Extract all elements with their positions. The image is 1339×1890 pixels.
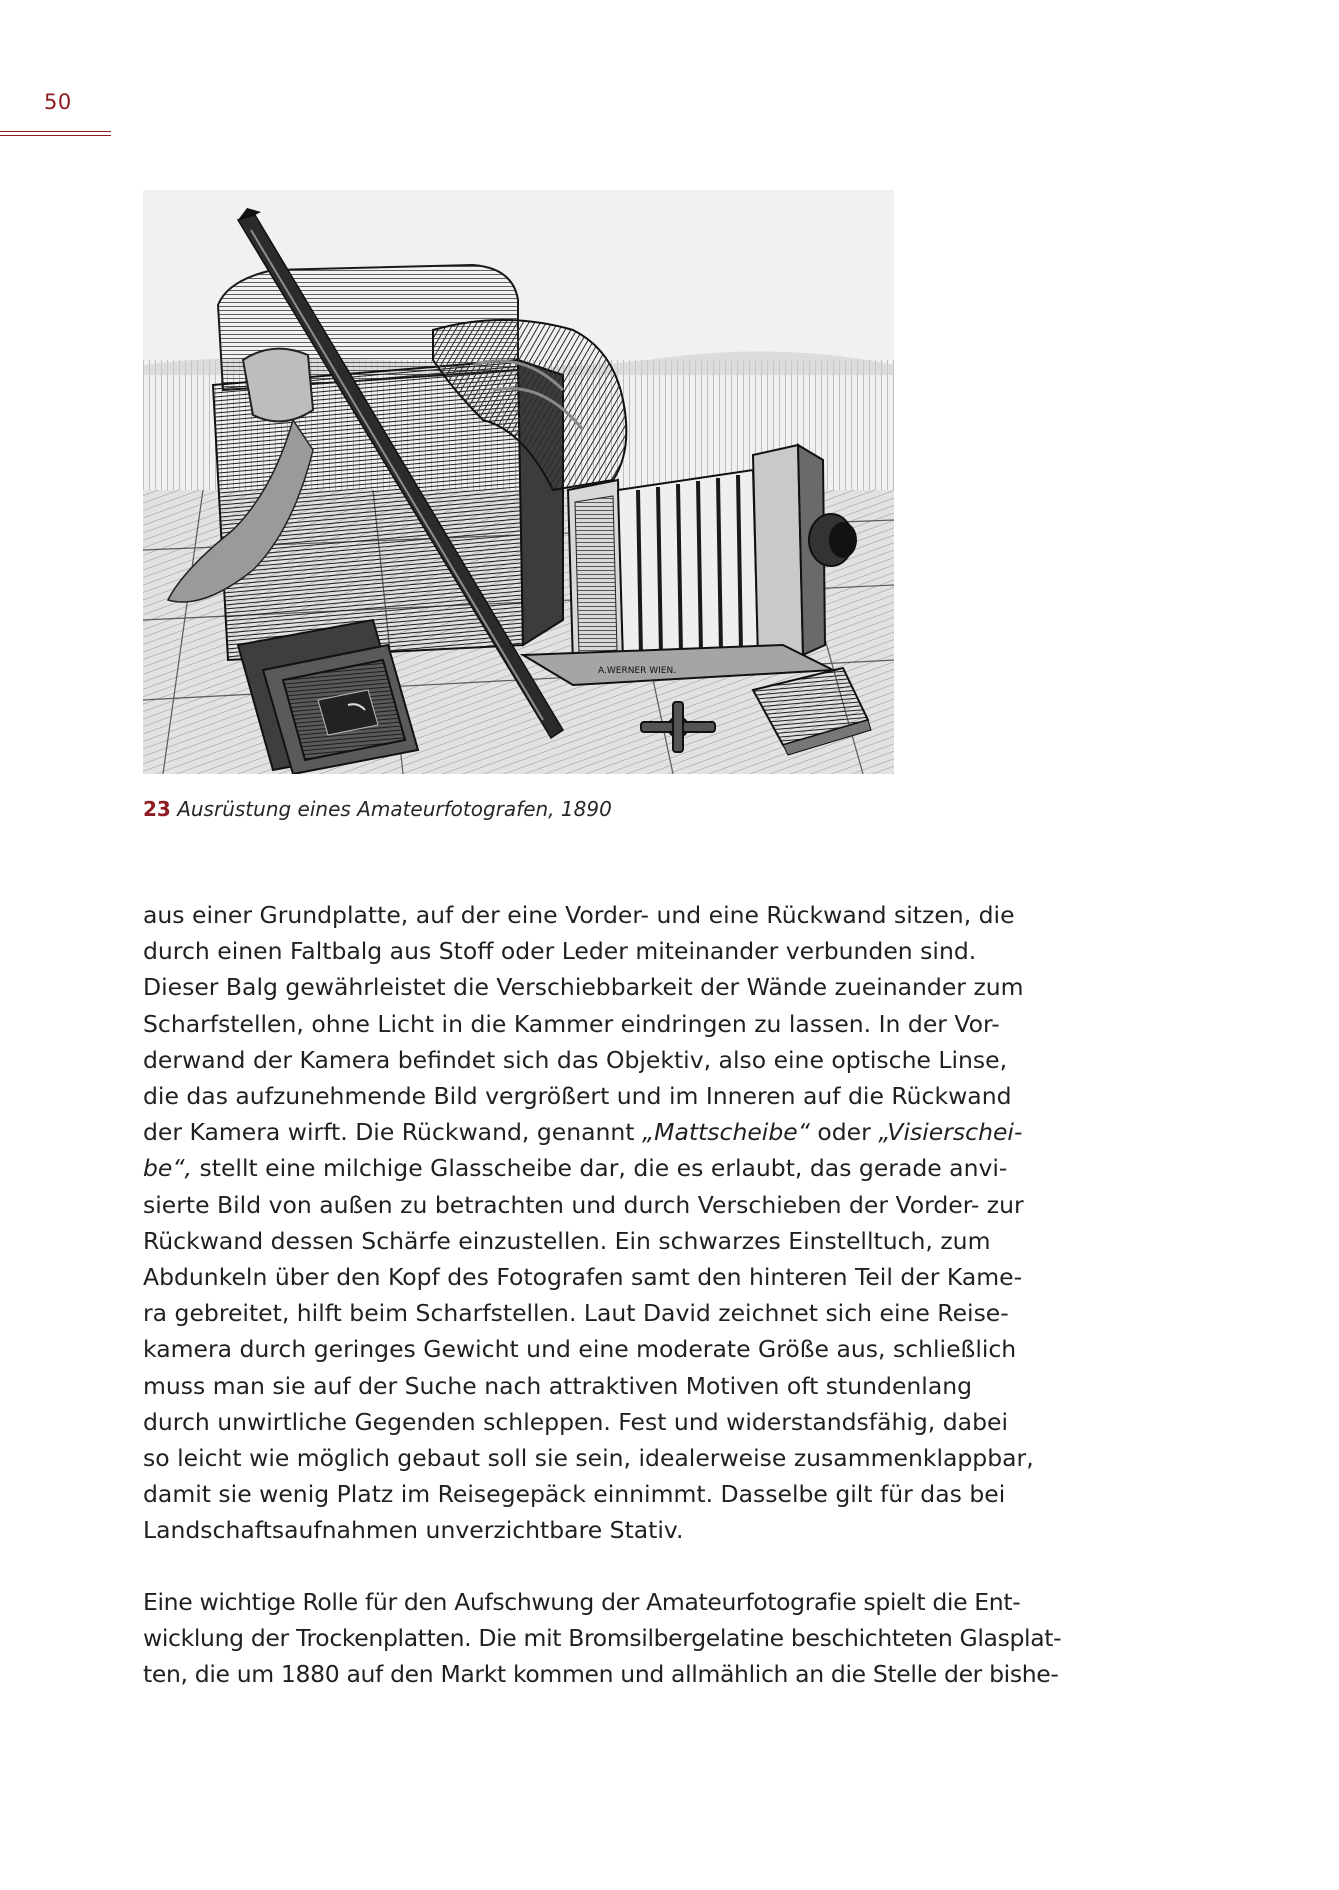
page-number-rule xyxy=(0,131,111,136)
term-visierscheibe: „Visierschei- xyxy=(878,1118,1023,1147)
text-line: Landschaftsaufnahmen unverzichtbare Stativ. xyxy=(143,1516,684,1545)
engraving-illustration xyxy=(143,190,894,774)
text-line: sierte Bild von außen zu betrachten und durch Verschieben der Vorder- zur xyxy=(143,1190,1024,1219)
text-line: Rückwand dessen Schärfe einzustellen. Ein schwarzes Einstelltuch, zum xyxy=(143,1226,991,1255)
text-line: aus einer Grundplatte, auf der eine Vorder- und eine Rückwand sitzen, die xyxy=(143,901,1015,929)
text-line: Abdunkeln über den Kopf des Fotografen samt den hinteren Teil der Kame- xyxy=(143,1263,1023,1292)
figure-number: 23 xyxy=(143,797,171,821)
figure-engraving xyxy=(143,190,894,774)
text-segment: stellt eine milchige Glasscheibe dar, die es erlaubt, das gerade anvi- xyxy=(199,1154,1008,1183)
text-line: derwand der Kamera befindet sich das Objektiv, also eine optische Linse, xyxy=(143,1045,1008,1074)
figure-caption-text: Ausrüstung eines Amateurfotografen, 1890 xyxy=(177,797,612,821)
text-line: wicklung der Trockenplatten. Die mit Bromsilbergelatine beschichteten Glasplat- xyxy=(143,1624,1062,1653)
text-line: ra gebreitet, hilft beim Scharfstellen. Laut David zeichnet sich eine Reise- xyxy=(143,1299,1009,1328)
text-line: damit sie wenig Platz im Reisegepäck einnimmt. Dasselbe gilt für das bei xyxy=(143,1480,1006,1509)
body-paragraph-1 xyxy=(143,897,1043,1549)
text-line: kamera durch geringes Gewicht und eine moderate Größe aus, schließlich xyxy=(143,1335,1017,1364)
term-mattscheibe: „Mattscheibe“ xyxy=(642,1118,810,1147)
term-visierscheibe-end: be“, xyxy=(143,1154,193,1183)
text-line: Eine wichtige Rolle für den Aufschwung der Amateurfotografie spielt die Ent- xyxy=(143,1588,1021,1616)
text-line: die das aufzunehmende Bild vergrößert und im Inneren auf die Rückwand xyxy=(143,1082,1012,1111)
text-segment: oder xyxy=(817,1118,871,1147)
text-line: so leicht wie möglich gebaut soll sie sein, idealerweise zusammenklappbar, xyxy=(143,1444,1034,1473)
text-line: durch unwirtliche Gegenden schleppen. Fest und widerstandsfähig, dabei xyxy=(143,1407,1008,1436)
body-paragraph-2 xyxy=(143,1584,1062,1693)
text-line-with-terms xyxy=(143,1114,1043,1150)
figure-caption xyxy=(143,797,612,821)
text-line: ten, die um 1880 auf den Markt kommen und allmählich an die Stelle der bishe- xyxy=(143,1660,1059,1689)
text-line: Dieser Balg gewährleistet die Verschiebbarkeit der Wände zueinander zum xyxy=(143,973,1024,1002)
engraver-signature: A.WERNER WIEN. xyxy=(598,666,677,676)
text-line-with-terms xyxy=(143,1150,1043,1186)
text-line: muss man sie auf der Suche nach attraktiven Motiven oft stundenlang xyxy=(143,1371,973,1400)
text-segment: der Kamera wirft. Die Rückwand, genannt xyxy=(143,1118,635,1147)
text-line: Scharfstellen, ohne Licht in die Kammer eindringen zu lassen. In der Vor- xyxy=(143,1009,1000,1038)
page-number: 50 xyxy=(44,90,72,114)
text-line: durch einen Faltbalg aus Stoff oder Leder miteinander verbunden sind. xyxy=(143,937,977,966)
